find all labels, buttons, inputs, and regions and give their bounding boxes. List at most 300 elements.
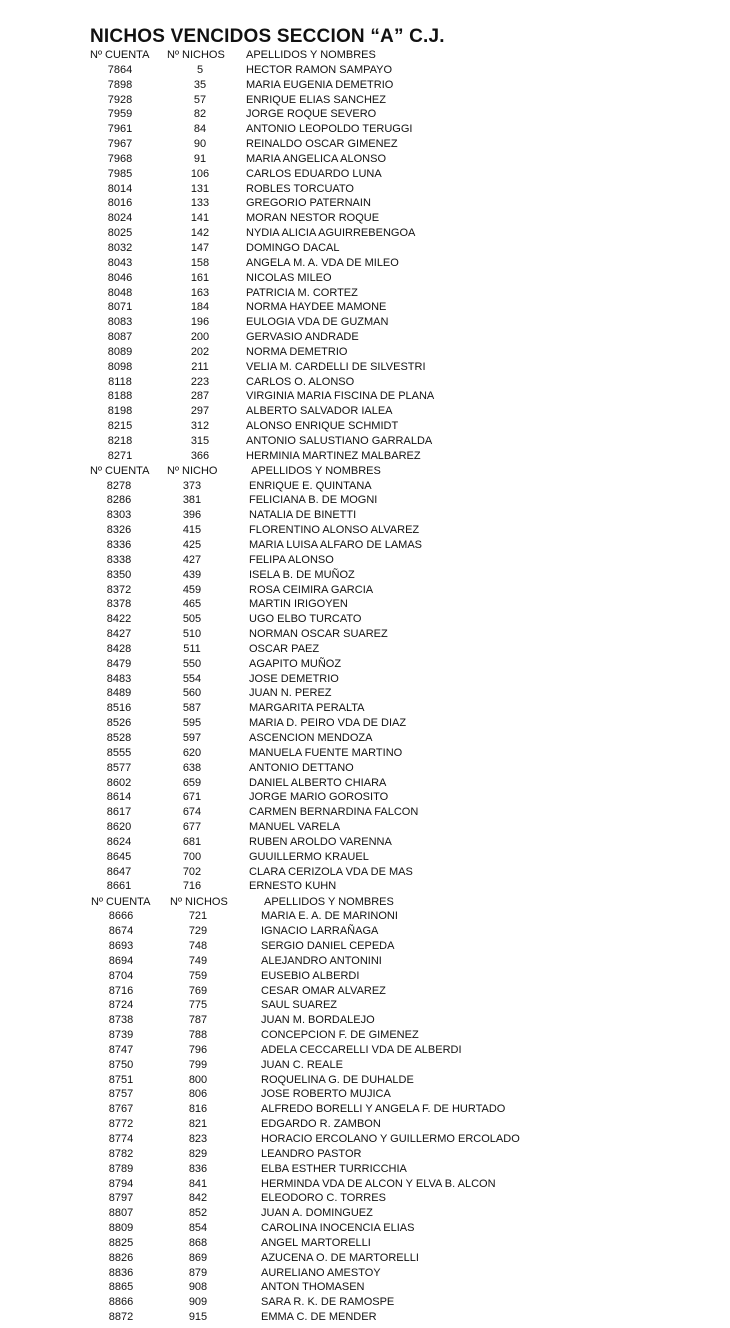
cuenta-cell: 8271 [107,449,133,462]
nombre-cell: JUAN M. BORDALEJO [261,1014,375,1027]
table-row [0,1206,730,1221]
table-row [0,686,730,701]
nicho-cell: 196 [190,316,210,329]
nicho-cell: 90 [193,138,207,151]
nicho-cell: 510 [182,628,202,641]
cuenta-cell: 8826 [108,1251,134,1264]
table-row [0,701,730,716]
nombre-cell: AZUCENA O. DE MARTORELLI [261,1251,419,1264]
cuenta-cell: 8378 [106,598,132,611]
table-row [0,1102,730,1117]
nombre-cell: ALFREDO BORELLI Y ANGELA F. DE HURTADO [261,1103,506,1116]
table-row [0,523,730,538]
cuenta-cell: 8666 [108,910,134,923]
nombre-cell: MARTIN IRIGOYEN [249,598,348,611]
table-row [0,241,730,256]
cuenta-cell: 8757 [108,1088,134,1101]
table-row [0,286,730,301]
nombre-cell: UGO ELBO TURCATO [249,613,362,626]
cuenta-cell: 8825 [108,1236,134,1249]
nicho-cell: 716 [182,880,202,893]
nicho-cell: 200 [190,331,210,344]
nicho-cell: 796 [188,1043,208,1056]
table-row [0,538,730,553]
nombre-cell: GREGORIO PATERNAIN [246,197,371,210]
table-row [0,1028,730,1043]
nombre-cell: HERMINDA VDA DE ALCON Y ELVA B. ALCON [261,1177,496,1190]
table-row [0,196,730,211]
table-row [0,969,730,984]
table-row [0,389,730,404]
cuenta-cell: 8674 [108,925,134,938]
cuenta-cell: 7898 [107,78,133,91]
nicho-cell: 749 [188,954,208,967]
table-row [0,375,730,390]
nombre-cell: CLARA CERIZOLA VDA DE MAS [249,865,413,878]
nicho-cell: 427 [182,553,202,566]
table-row [0,479,730,494]
nombre-cell: NORMA HAYDEE MAMONE [246,301,387,314]
cuenta-cell: 8528 [106,731,132,744]
cuenta-cell: 8645 [106,850,132,863]
cuenta-cell: 8750 [108,1058,134,1071]
column-header-cuenta: Nº CUENTA [90,49,150,61]
table-row [0,939,730,954]
nicho-cell: 459 [182,583,202,596]
nombre-cell: JOSE ROBERTO MUJICA [261,1088,391,1101]
table-row [0,167,730,182]
nombre-cell: GERVASIO ANDRADE [246,331,359,344]
cuenta-cell: 8043 [107,256,133,269]
table-row [0,419,730,434]
nicho-cell: 769 [188,984,208,997]
nicho-cell: 879 [188,1266,208,1279]
nombre-cell: ROQUELINA G. DE DUHALDE [261,1073,414,1086]
cuenta-cell: 8738 [108,1014,134,1027]
table-row [0,107,730,122]
cuenta-cell: 8083 [107,316,133,329]
nicho-cell: 315 [190,434,210,447]
table-row [0,879,730,894]
cuenta-cell: 8025 [107,227,133,240]
cuenta-cell: 8087 [107,331,133,344]
table-row [0,256,730,271]
nicho-cell: 133 [190,197,210,210]
nombre-cell: ERNESTO KUHN [249,880,337,893]
nicho-cell: 184 [190,301,210,314]
nicho-cell: 158 [190,256,210,269]
nombre-cell: ROSA CEIMIRA GARCIA [249,583,374,596]
nombre-cell: EDGARDO R. ZAMBON [261,1118,381,1131]
cuenta-cell: 8716 [108,984,134,997]
table-row [0,553,730,568]
cuenta-cell: 8198 [107,405,133,418]
nombre-cell: SARA R. K. DE RAMOSPE [261,1296,395,1309]
cuenta-cell: 8479 [106,657,132,670]
table-row [0,865,730,880]
nombre-cell: MORAN NESTOR ROQUE [246,212,380,225]
cuenta-cell: 8782 [108,1147,134,1160]
nombre-cell: ALONSO ENRIQUE SCHMIDT [246,420,399,433]
nicho-cell: 852 [188,1207,208,1220]
table-row [0,820,730,835]
nombre-cell: JUAN A. DOMINGUEZ [261,1207,373,1220]
nicho-cell: 131 [190,182,210,195]
cuenta-cell: 8218 [107,434,133,447]
nicho-cell: 223 [190,375,210,388]
cuenta-cell: 8089 [107,345,133,358]
cuenta-cell: 8661 [106,880,132,893]
table-row [0,137,730,152]
nombre-cell: ROBLES TORCUATO [246,182,354,195]
table-header [0,48,730,63]
table-row [0,583,730,598]
nicho-cell: 674 [182,806,202,819]
nombre-cell: JOSE DEMETRIO [249,672,339,685]
nicho-cell: 57 [193,93,207,106]
nicho-cell: 909 [188,1296,208,1309]
cuenta-cell: 7985 [107,167,133,180]
nombre-cell: JUAN N. PEREZ [249,687,332,700]
cuenta-cell: 8739 [108,1029,134,1042]
nicho-cell: 35 [193,78,207,91]
nombre-cell: AGAPITO MUÑOZ [249,657,342,670]
cuenta-cell: 7961 [107,123,133,136]
nombre-cell: ANGELA M. A. VDA DE MILEO [246,256,399,269]
table-row [0,211,730,226]
nicho-cell: 868 [188,1236,208,1249]
table-row [0,627,730,642]
nicho-cell: 800 [188,1073,208,1086]
table-row [0,63,730,78]
nicho-cell: 788 [188,1029,208,1042]
table-row [0,597,730,612]
table-row [0,330,730,345]
table-row [0,924,730,939]
table-row [0,1087,730,1102]
cuenta-cell: 8807 [108,1207,134,1220]
nombre-cell: RUBEN AROLDO VARENNA [249,835,392,848]
cuenta-cell: 8614 [106,791,132,804]
table-row [0,1310,730,1325]
nicho-cell: 465 [182,598,202,611]
column-header-cuenta: Nº CUENTA [90,464,150,477]
cuenta-cell: 8774 [108,1133,134,1145]
table-row [0,1251,730,1266]
nicho-cell: 106 [190,167,210,180]
nombre-cell: FELICIANA B. DE MOGNI [249,494,378,507]
nicho-cell: 147 [190,241,210,254]
nicho-cell: 677 [182,821,202,834]
page-title: NICHOS VENCIDOS SECCION “A” C.J. [90,26,445,47]
table-row [0,776,730,791]
nicho-cell: 638 [182,761,202,774]
cuenta-cell: 8032 [107,241,133,254]
table-row [0,315,730,330]
nombre-cell: ELBA ESTHER TURRICCHIA [261,1162,407,1175]
cuenta-cell: 8620 [106,821,132,834]
table-row [0,746,730,761]
nicho-cell: 869 [188,1251,208,1264]
cuenta-cell: 8526 [106,717,132,730]
nombre-cell: CONCEPCION F. DE GIMENEZ [261,1029,419,1042]
nicho-cell: 787 [188,1014,208,1027]
table-row [0,568,730,583]
cuenta-cell: 8516 [106,702,132,715]
nicho-cell: 721 [188,910,208,923]
nicho-cell: 550 [182,657,202,670]
nicho-cell: 415 [182,524,202,537]
nombre-cell: ANTONIO DETTANO [249,761,354,774]
table-row [0,1236,730,1251]
table-row [0,761,730,776]
section-1 [0,48,730,464]
cuenta-cell: 8071 [107,301,133,314]
table-row [0,1132,730,1147]
nombre-cell: ADELA CECCARELLI VDA DE ALBERDI [261,1043,462,1056]
nicho-cell: 505 [182,613,202,626]
cuenta-cell: 8048 [107,286,133,299]
table-row [0,642,730,657]
table-row [0,493,730,508]
nicho-cell: 560 [182,687,202,700]
nombre-cell: DANIEL ALBERTO CHIARA [249,776,387,789]
nombre-cell: JORGE ROQUE SEVERO [246,108,377,121]
cuenta-cell: 8188 [107,390,133,403]
nicho-cell: 775 [188,999,208,1012]
nicho-cell: 829 [188,1147,208,1160]
nicho-cell: 816 [188,1103,208,1116]
nicho-cell: 915 [188,1311,208,1324]
table-row [0,360,730,375]
table-row [0,1280,730,1295]
nombre-cell: REINALDO OSCAR GIMENEZ [246,138,398,151]
cuenta-cell: 8865 [108,1281,134,1294]
table-row [0,1043,730,1058]
nombre-cell: MARGARITA PERALTA [249,702,365,715]
nicho-cell: 729 [188,925,208,938]
cuenta-cell: 8046 [107,271,133,284]
nombre-cell: ENRIQUE ELIAS SANCHEZ [246,93,386,106]
nicho-cell: 287 [190,390,210,403]
nombre-cell: EMMA C. DE MENDER [261,1311,377,1324]
nicho-cell: 806 [188,1088,208,1101]
cuenta-cell: 8483 [106,672,132,685]
table-row [0,998,730,1013]
nicho-cell: 759 [188,969,208,982]
nombre-cell: CAROLINA INOCENCIA ELIAS [261,1222,415,1235]
cuenta-cell: 8836 [108,1266,134,1279]
nicho-cell: 439 [182,568,202,581]
table-row [0,672,730,687]
nombre-cell: ISELA B. DE MUÑOZ [249,568,355,581]
nicho-cell: 161 [190,271,210,284]
table-row [0,449,730,464]
nicho-cell: 425 [182,539,202,552]
cuenta-cell: 8372 [106,583,132,596]
cuenta-cell: 8872 [108,1311,134,1324]
cuenta-cell: 7864 [107,63,133,76]
nombre-cell: DOMINGO DACAL [246,241,340,254]
cuenta-cell: 8624 [106,835,132,848]
cuenta-cell: 8278 [106,479,132,492]
nicho-cell: 821 [188,1118,208,1131]
nicho-cell: 597 [182,731,202,744]
table-row [0,790,730,805]
cuenta-cell: 8422 [106,613,132,626]
nombre-cell: AURELIANO AMESTOY [261,1266,381,1279]
cuenta-cell: 8338 [106,553,132,566]
table-row [0,1266,730,1281]
cuenta-cell: 8118 [108,375,132,388]
nombre-cell: JORGE MARIO GOROSITO [249,791,389,804]
nombre-cell: LEANDRO PASTOR [261,1147,362,1160]
table-row [0,909,730,924]
nombre-cell: ALBERTO SALVADOR IALEA [246,405,393,418]
nicho-cell: 836 [188,1162,208,1175]
table-row [0,1295,730,1310]
nicho-cell: 142 [190,227,210,240]
nombre-cell: HORACIO ERCOLANO Y GUILLERMO ERCOLADO [261,1133,520,1145]
nicho-cell: 511 [183,642,201,655]
nombre-cell: CARMEN BERNARDINA FALCON [249,806,419,819]
nicho-cell: 381 [182,494,202,507]
table-row [0,1221,730,1236]
table-row [0,1058,730,1073]
nicho-cell: 908 [188,1281,208,1294]
nombre-cell: ALEJANDRO ANTONINI [261,954,382,967]
cuenta-cell: 8772 [108,1118,134,1131]
nicho-cell: 854 [188,1222,208,1235]
cuenta-cell: 7968 [107,152,133,165]
table-row [0,716,730,731]
column-header-nombres: APELLIDOS Y NOMBRES [264,895,394,908]
cuenta-cell: 8326 [106,524,132,537]
nicho-cell: 620 [182,746,202,759]
cuenta-cell: 8693 [108,940,134,953]
nombre-cell: VIRGINIA MARIA FISCINA DE PLANA [246,390,435,403]
nicho-cell: 82 [193,108,207,121]
nicho-cell: 91 [193,152,207,165]
cuenta-cell: 8789 [108,1162,134,1175]
table-row [0,1191,730,1206]
column-header-nombres: APELLIDOS Y NOMBRES [251,464,381,477]
nombre-cell: ANTON THOMASEN [261,1281,365,1294]
cuenta-cell: 8724 [108,999,134,1012]
nombre-cell: HECTOR RAMON SAMPAYO [246,63,393,76]
nicho-cell: 396 [182,509,202,522]
cuenta-cell: 8694 [108,954,134,967]
cuenta-cell: 8797 [108,1192,134,1205]
nombre-cell: SERGIO DANIEL CEPEDA [261,940,395,953]
nombre-cell: HERMINIA MARTINEZ MALBAREZ [246,449,421,462]
table-row [0,271,730,286]
table-row [0,226,730,241]
table-header [0,464,730,479]
cuenta-cell: 8617 [106,806,132,819]
nicho-cell: 84 [193,123,207,136]
cuenta-cell: 8751 [108,1073,134,1086]
section-3 [0,895,730,1325]
nombre-cell: FELIPA ALONSO [249,553,334,566]
column-header-nichos: Nº NICHOS [170,895,228,908]
cuenta-cell: 8647 [106,865,132,878]
nicho-cell: 297 [190,405,210,418]
nombre-cell: CARLOS EDUARDO LUNA [246,167,382,180]
nombre-cell: NATALIA DE BINETTI [249,509,357,522]
nicho-cell: 671 [182,791,202,804]
table-row [0,300,730,315]
cuenta-cell: 8866 [108,1296,134,1309]
nicho-cell: 748 [188,940,208,953]
cuenta-cell: 8577 [106,761,132,774]
cuenta-cell: 8427 [106,628,132,641]
nicho-cell: 799 [188,1058,208,1071]
nicho-cell: 554 [182,672,202,685]
table-row [0,122,730,137]
table-row [0,1073,730,1088]
cuenta-cell: 7967 [107,138,133,151]
table-row [0,508,730,523]
table-row [0,1162,730,1177]
nicho-cell: 842 [188,1192,208,1205]
cuenta-cell: 8024 [107,212,133,225]
cuenta-cell: 8602 [106,776,132,789]
cuenta-cell: 8704 [108,969,134,982]
cuenta-cell: 7928 [107,93,133,106]
table-row [0,1117,730,1132]
nombre-cell: CARLOS O. ALONSO [246,375,355,388]
nombre-cell: MARIA LUISA ALFARO DE LAMAS [249,539,423,552]
table-row [0,182,730,197]
nicho-cell: 595 [182,717,202,730]
nombre-cell: ANTONIO SALUSTIANO GARRALDA [246,434,433,447]
nicho-cell: 587 [182,702,202,715]
table-row [0,657,730,672]
cuenta-cell: 8747 [108,1043,134,1056]
nombre-cell: NORMAN OSCAR SUAREZ [249,628,388,641]
nombre-cell: MARIA E. A. DE MARINONI [261,910,398,923]
cuenta-cell: 7959 [107,108,133,121]
nombre-cell: OSCAR PAEZ [249,642,320,655]
nicho-cell: 163 [190,286,210,299]
nicho-cell: 373 [182,479,202,492]
cuenta-cell: 8555 [106,746,132,759]
nombre-cell: NICOLAS MILEO [246,271,332,284]
column-header-cuenta: Nº CUENTA [91,895,151,908]
nicho-cell: 702 [182,865,202,878]
nombre-cell: PATRICIA M. CORTEZ [246,286,358,299]
table-row [0,152,730,167]
cuenta-cell: 8286 [106,494,132,507]
cuenta-cell: 8014 [107,182,133,195]
nombre-cell: VELIA M. CARDELLI DE SILVESTRI [246,360,426,373]
nicho-cell: 312 [190,420,210,433]
nombre-cell: NYDIA ALICIA AGUIRREBENGOA [246,227,416,240]
nombre-cell: GUUILLERMO KRAUEL [249,850,369,863]
cuenta-cell: 8809 [108,1222,134,1235]
table-row [0,612,730,627]
nicho-cell: 841 [188,1177,208,1190]
nombre-cell: ENRIQUE E. QUINTANA [249,479,372,492]
column-header-nichos: Nº NICHOS [167,49,225,61]
table-row [0,404,730,419]
table-row [0,93,730,108]
cuenta-cell: 8350 [106,568,132,581]
nombre-cell: IGNACIO LARRAÑAGA [261,925,379,938]
nombre-cell: JUAN C. REALE [261,1058,343,1071]
nicho-cell: 700 [182,850,202,863]
